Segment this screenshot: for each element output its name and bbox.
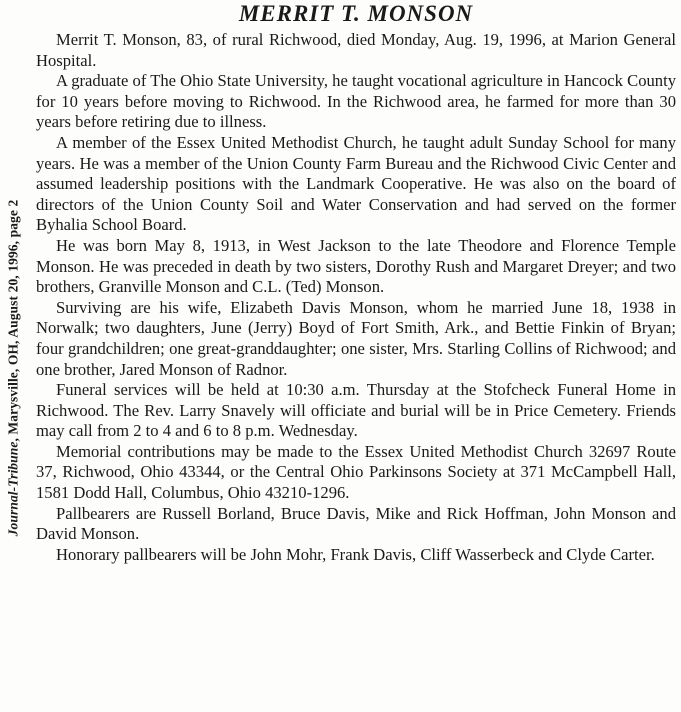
paragraph-survivors: Surviving are his wife, Elizabeth Davis Monson, whom he married June 18, 1938 in Norwalk; two daughters, June (Jerry) Boyd of Fort Smith, Ark., and Bettie Finkin of Bryan; four grandchildren; one great-granddaughter; one sister, Mrs. Starling Collins of Richwood; and one brother, Jared Monson of Radnor. [36,297,676,379]
paragraph-death-notice: Merrit T. Monson, 83, of rural Richwood, died Monday, Aug. 19, 1996, at Marion General Hospital. [36,30,676,70]
paragraph-memberships: A member of the Essex United Methodist Church, he taught adult Sunday School for many years. He was a member of the Union County Farm Bureau and the Richwood Civic Center and assumed leadership positions with the Landmark Cooperative. He was also on the board of directors of the Union County Soil and Water Conservation and had served on the former Byhalia School Board. [36,132,676,235]
paragraph-honorary-pallbearers: Honorary pallbearers will be John Mohr, Frank Davis, Cliff Wasserbeck and Clyde Carter. [56,544,655,564]
source-caption [0,30,26,705]
paragraph-pallbearers: Pallbearers are Russell Borland, Bruce Davis, Mike and Rick Hoffman, John Monson and David Monson. [36,503,676,544]
paragraph-education-career: A graduate of The Ohio State University, he taught vocational agriculture in Hancock County for 10 years before moving to Richwood. In the Richwood area, he farmed for more than 30 years before retiring due to illness. [36,71,676,132]
paragraph-memorial-contributions: Memorial contributions may be made to the Essex United Methodist Church 32697 Route 37, Richwood, Ohio 43344, or the Central Ohio Parkinsons Society at 371 McCampbell Hall, 1581 Dodd Hall, Columbus, Ohio 43210-1296. [36,441,676,503]
obituary-article [36,0,676,565]
paragraph-birth-family: He was born May 8, 1913, in West Jackson to the late Theodore and Florence Temple Monson. He was preceded in death by two sisters, Dorothy Rush and Margaret Dreyer; and two brothers, Granville Monson and C.L. (Ted) Monson. [36,235,676,297]
source-caption-text [5,199,21,536]
publication-details: , Marysville, OH, August 20, 1996, page 2 [5,199,21,442]
paragraph-funeral-services: Funeral services will be held at 10:30 a.m. Thursday at the Stofcheck Funeral Home in Richwood. The Rev. Larry Snavely will officiate and burial will be in Price Cemetery. Friends may call from 2 to 4 and 6 to 8 p.m. Wednesday. [36,380,676,441]
obituary-title: MERRIT T. MONSON [238,1,474,26]
publication-name: Journal-Tribune [5,441,21,536]
